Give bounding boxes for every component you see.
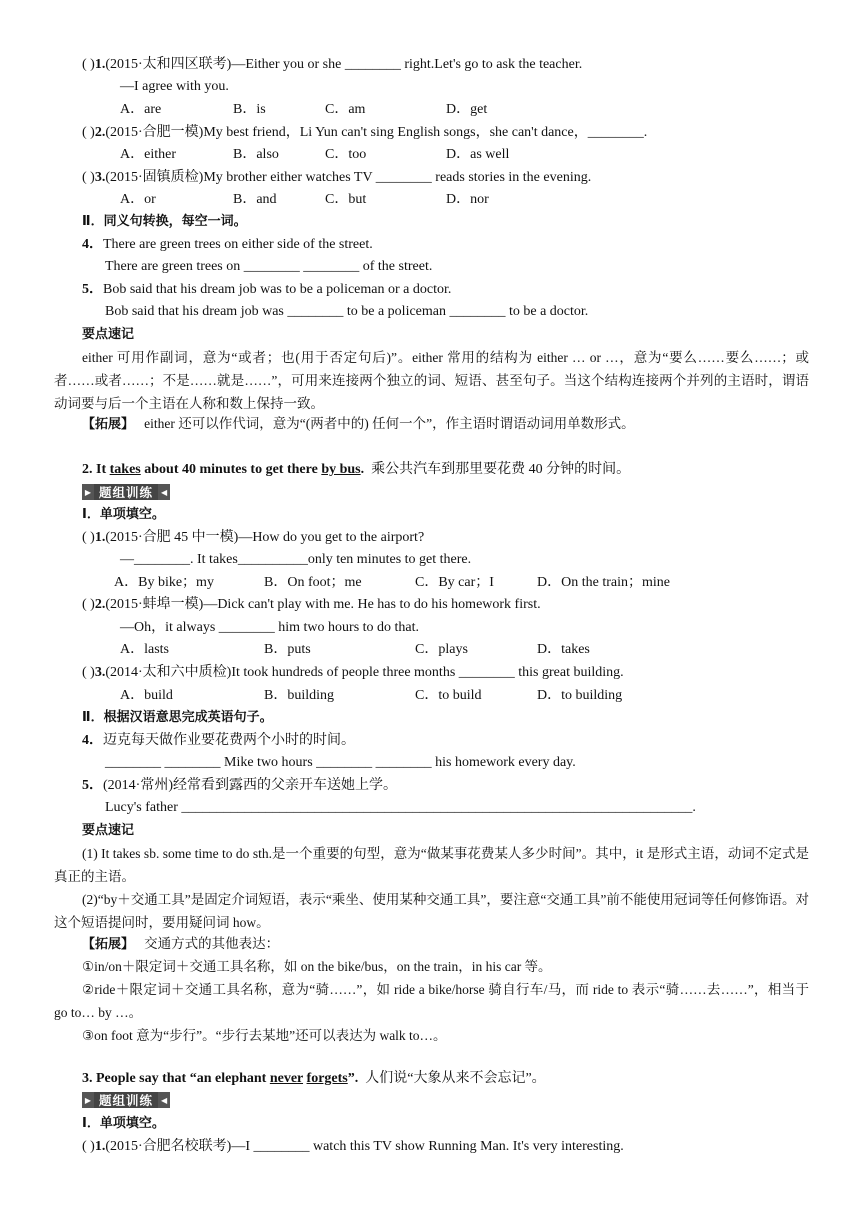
extension-label: 【拓展】 [82, 417, 135, 432]
fill-in-sentence[interactable]: There are green trees on ________ ________ of the street. [105, 259, 433, 274]
notes-text: (1) It takes sb. some time to do sth.是一个重要的句型，意为“做某事花费某人多少时间”。其中，it 是形式主语，动词不定式是真正的主语。 [54, 846, 809, 884]
answer-blank[interactable]: ( ) [82, 57, 95, 72]
question-text: (2014·常州)经常看到露西的父亲开车送她上学。 [103, 778, 397, 793]
key-sentence-2: 2. It takes about 40 minutes to get there by bus. 乘公共汽车到那里要花费 40 分钟的时间。 [82, 462, 631, 477]
question-2-3 [82, 664, 624, 682]
question-number: 1. [94, 1139, 106, 1154]
translation: 乘公共汽车到那里要花费 40 分钟的时间。 [371, 462, 631, 477]
question-1-2 [82, 124, 647, 142]
option-a[interactable]: A．lasts [120, 642, 169, 657]
back-arrow-icon: ◀ [158, 1092, 170, 1108]
extension-text: 交通方式的其他表达： [144, 936, 280, 951]
underlined-keyword: forgets [306, 1071, 348, 1086]
option-b[interactable]: B．On foot；me [264, 575, 362, 590]
option-c[interactable]: C．too [325, 147, 367, 162]
option-d[interactable]: D．nor [446, 192, 489, 207]
question-text: Bob said that his dream job was to be a policeman or a doctor. [103, 282, 452, 297]
fill-in-sentence[interactable]: Bob said that his dream job was ________ to be a policeman ________ to be a doctor. [105, 304, 589, 319]
question-number: 3. [94, 665, 106, 680]
option-c[interactable]: C．plays [415, 642, 468, 657]
question-text: (2015·合肥 45 中一模)—How do you get to the airport? [105, 530, 425, 545]
question-3-1 [82, 1138, 624, 1156]
question-number: 5． [82, 778, 103, 793]
exercise-group-tag: ▶ 题组训练 ◀ [82, 1092, 170, 1108]
question-1-3 [82, 169, 591, 187]
question-text: There are green trees on either side of the street. [103, 237, 373, 252]
question-number: 4． [82, 237, 103, 252]
question-1-5 [82, 281, 451, 299]
notes-text: (2)“by＋交通工具”是固定介词短语，表示“乘坐、使用某种交通工具”，要注意“交通工具”前不能使用冠词等任何修饰语。对这个短语提问时，要用疑问词 how。 [54, 892, 809, 930]
option-a[interactable]: A．are [120, 102, 162, 117]
translation: 人们说“大象从来不会忘记”。 [365, 1071, 546, 1086]
answer-blank[interactable]: ( ) [82, 170, 95, 185]
option-d[interactable]: D．On the train；mine [537, 575, 670, 590]
underlined-keyword: by bus [321, 462, 361, 477]
option-c[interactable]: C．am [325, 102, 366, 117]
notes-title: 要点速记 [82, 823, 135, 838]
extension-item: ③on foot 意为“步行”。“步行去某地”还可以表达为 walk to…。 [82, 1028, 447, 1043]
extension [82, 415, 635, 434]
option-b[interactable]: B．puts [264, 642, 311, 657]
exercise-group-tag: ▶ 题组训练 ◀ [82, 484, 170, 500]
play-arrow-icon: ▶ [82, 1092, 94, 1108]
option-a[interactable]: A．By bike；my [114, 575, 214, 590]
question-1-4 [82, 236, 373, 254]
question-number: 1. [94, 530, 106, 545]
answer-blank[interactable]: ( ) [82, 530, 95, 545]
option-c[interactable]: C．to build [415, 688, 482, 703]
question-text: (2015·蚌埠一模)—Dick can't play with me. He has to do his homework first. [105, 597, 541, 612]
question-reply[interactable]: —________. It takes__________only ten minutes to get there. [120, 552, 472, 567]
question-text: (2015·合肥名校联考)—I ________ watch this TV show Running Man. It's very interesting. [105, 1139, 624, 1154]
notes-title: 要点速记 [82, 327, 135, 342]
question-1-1 [82, 56, 582, 74]
section-title: Ⅱ．同义句转换，每空一词。 [82, 214, 247, 229]
question-number: 2. [94, 125, 106, 140]
question-text: 迈克每天做作业要花费两个小时的时间。 [103, 733, 355, 748]
question-text: (2014·太和六中质检)It took hundreds of people three months ________ this great building. [105, 665, 624, 680]
option-b[interactable]: B．also [233, 147, 279, 162]
back-arrow-icon: ◀ [158, 484, 170, 500]
question-text: (2015·固镇质检)My brother either watches TV ________ reads stories in the evening. [105, 170, 592, 185]
question-number: 4． [82, 733, 103, 748]
answer-blank[interactable]: ( ) [82, 125, 95, 140]
question-number: 3. [94, 170, 106, 185]
question-number: 1. [94, 57, 106, 72]
fill-in-sentence[interactable]: ________ ________ Mike two hours ________ ________ his homework every day. [105, 755, 576, 770]
option-d[interactable]: D．as well [446, 147, 510, 162]
question-text: (2015·合肥一模)My best friend，Li Yun can't sing English songs，she can't dance，________. [105, 125, 648, 140]
section-title: Ⅱ．根据汉语意思完成英语句子。 [82, 710, 273, 725]
question-2-2 [82, 596, 541, 614]
extension-text: either 还可以作代词，意为“(两者中的) 任何一个”，作主语时谓语动词用单数形式。 [144, 416, 635, 431]
answer-blank[interactable]: ( ) [82, 1139, 95, 1154]
option-a[interactable]: A．or [120, 192, 156, 207]
underlined-keyword: never [269, 1071, 304, 1086]
answer-blank[interactable]: ( ) [82, 597, 95, 612]
question-number: 5． [82, 282, 103, 297]
option-a[interactable]: A．either [120, 147, 176, 162]
question-2-1 [82, 529, 424, 547]
key-sentence-3: 3. People say that “an elephant never forgets”. 人们说“大象从来不会忘记”。 [82, 1071, 546, 1086]
option-c[interactable]: C．but [325, 192, 367, 207]
section-title: Ⅰ．单项填空。 [82, 507, 165, 522]
notes-text: either 可用作副词，意为“或者；也(用于否定句后)”。either 常用的结构为 either … or …，意为“要么……要么……；或者……或者……；不是……就是……”，可用来连接两个独立的词、短语、甚至句子。当这个结构连接两个并列的主语时，谓语动词要与后一个主语在人称和数上保持一致。 [54, 350, 809, 411]
option-d[interactable]: D．takes [537, 642, 590, 657]
question-reply[interactable]: —Oh，it always ________ him two hours to do that. [120, 620, 420, 635]
underlined-keyword: takes [109, 462, 141, 477]
option-b[interactable]: B．building [264, 688, 335, 703]
extension-label: 【拓展】 [82, 937, 135, 952]
extension [82, 935, 279, 954]
question-number: 2. [94, 597, 106, 612]
option-d[interactable]: D．to building [537, 688, 623, 703]
play-arrow-icon: ▶ [82, 484, 94, 500]
option-b[interactable]: B．and [233, 192, 277, 207]
option-c[interactable]: C．By car；I [415, 575, 494, 590]
option-d[interactable]: D．get [446, 102, 488, 117]
option-a[interactable]: A．build [120, 688, 173, 703]
fill-in-sentence[interactable]: Lucy's father _________________________________________________________________________. [105, 800, 696, 815]
section-title: Ⅰ．单项填空。 [82, 1116, 165, 1131]
extension-item: ①in/on＋限定词＋交通工具名称，如 on the bike/bus，on the train，in his car 等。 [82, 959, 552, 974]
answer-blank[interactable]: ( ) [82, 665, 95, 680]
question-text: (2015·太和四区联考)—Either you or she ________ right.Let's go to ask the teacher. [105, 57, 583, 72]
question-2-4 [82, 732, 355, 750]
extension-item: ②ride＋限定词＋交通工具名称，意为“骑……”，如 ride a bike/horse 骑自行车/马，而 ride to 表示“骑……去……”，相当于 go to… by …。 [54, 982, 809, 1020]
question-2-5 [82, 777, 397, 795]
question-reply: —I agree with you. [120, 79, 229, 94]
option-b[interactable]: B．is [233, 102, 266, 117]
